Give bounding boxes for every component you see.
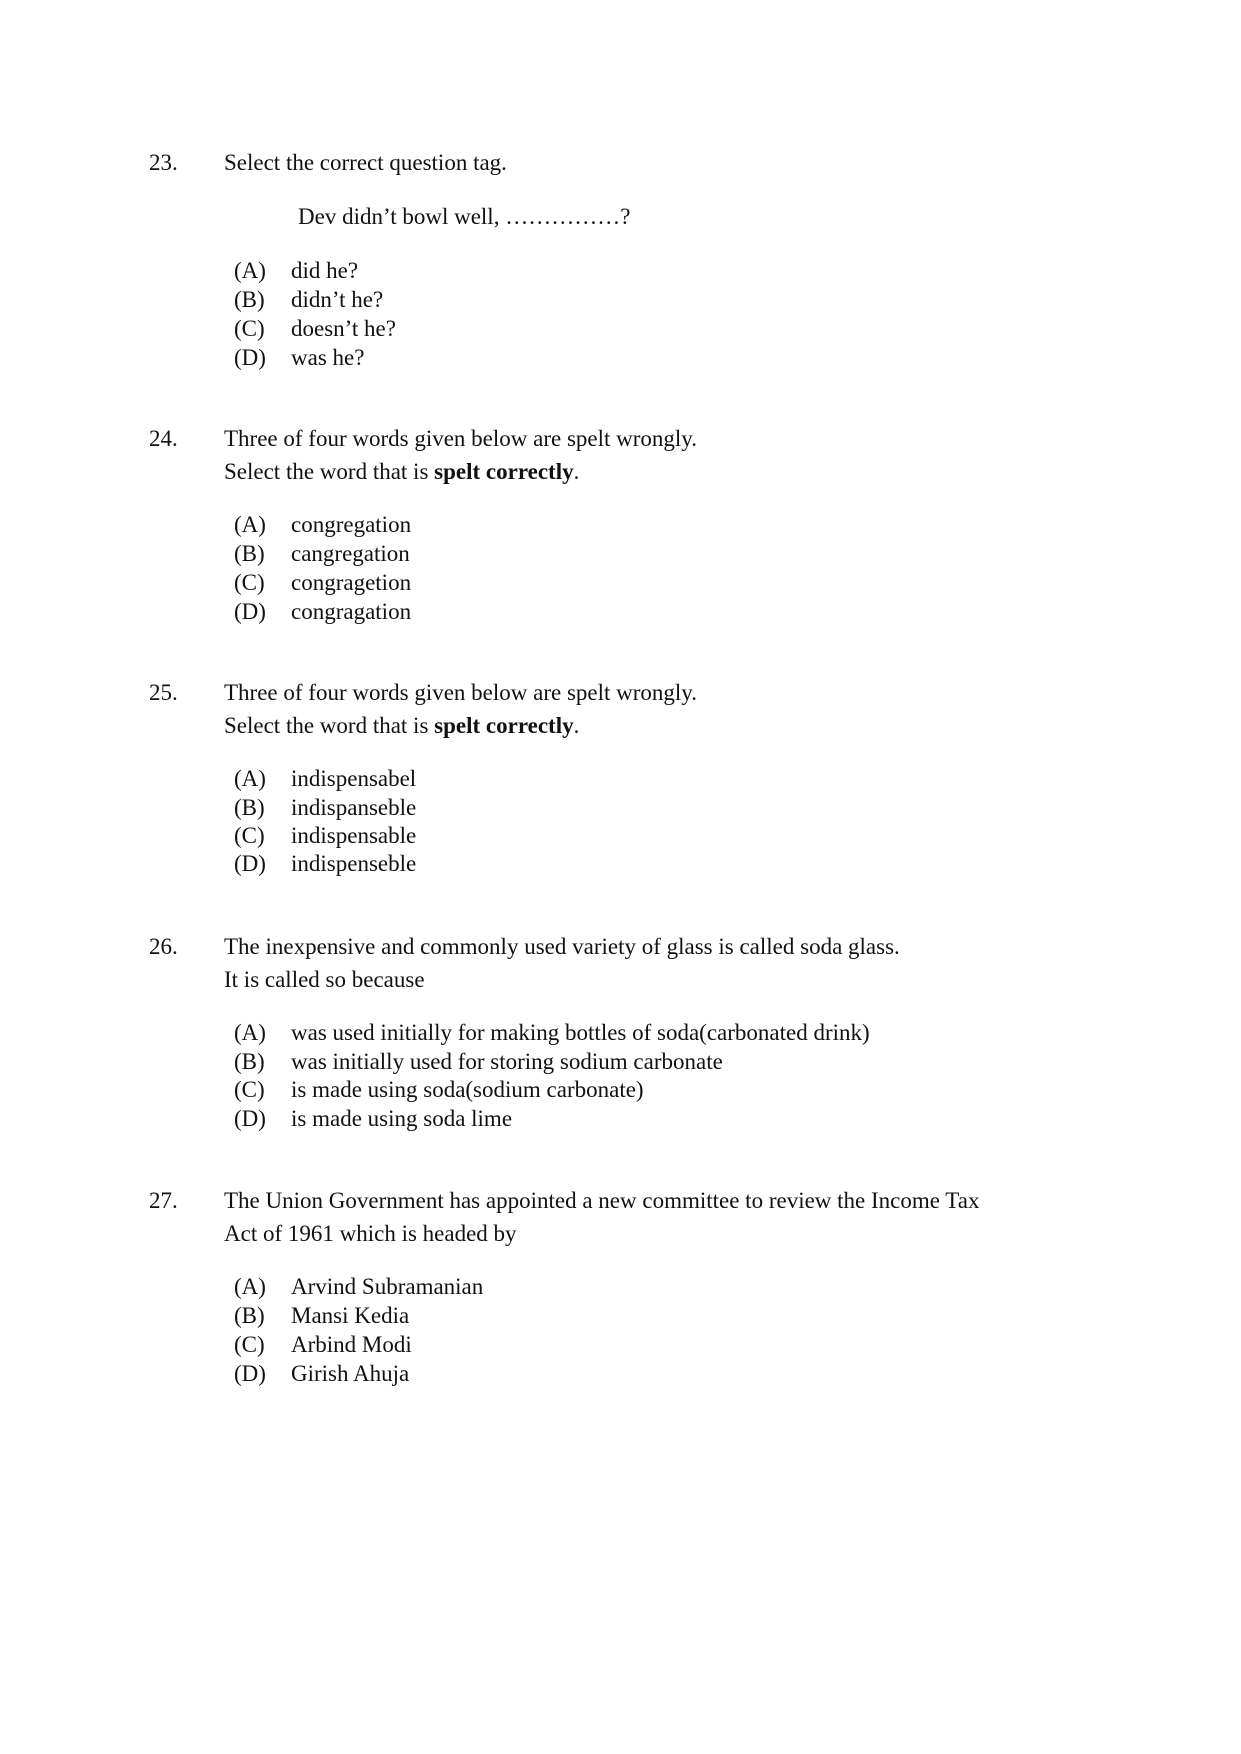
option-letter: (B) (234, 287, 265, 312)
option-text: Arvind Subramanian (291, 1274, 484, 1299)
option-text: congregation (291, 512, 412, 537)
option-letter: (C) (234, 316, 265, 341)
option-text: Mansi Kedia (291, 1303, 410, 1328)
option-text: is made using soda(sodium carbonate) (291, 1077, 644, 1102)
question-text-continued: It is called so because (224, 967, 425, 992)
question-instruction (224, 459, 579, 485)
question-text: The inexpensive and commonly used variety of glass is called soda glass. (224, 934, 900, 959)
option-letter: (D) (234, 1106, 266, 1131)
option-letter: (D) (234, 1361, 266, 1386)
option-text: was used initially for making bottles of soda(carbonated drink) (291, 1020, 870, 1045)
question-example: Dev didn’t bowl well, ……………? (298, 204, 631, 229)
option-text: is made using soda lime (291, 1106, 513, 1131)
option-text: congragetion (291, 570, 412, 595)
option-letter: (B) (234, 541, 265, 566)
question-instruction (224, 713, 579, 739)
option-letter: (A) (234, 1274, 266, 1299)
option-text: congragation (291, 599, 412, 624)
option-letter: (B) (234, 795, 265, 820)
option-letter: (B) (234, 1049, 265, 1074)
option-letter: (D) (234, 599, 266, 624)
instruction-prefix: Select the word that is (224, 713, 435, 738)
question-number: 26. (149, 934, 178, 959)
instruction-emphasis: spelt correctly (434, 713, 574, 738)
option-letter: (A) (234, 512, 266, 537)
option-text: doesn’t he? (291, 316, 396, 341)
option-letter: (C) (234, 823, 265, 848)
option-letter: (A) (234, 258, 266, 283)
instruction-prefix: Select the word that is (224, 459, 435, 484)
question-text: Three of four words given below are spelt wrongly. (224, 680, 698, 705)
question-number: 27. (149, 1188, 178, 1213)
option-letter: (C) (234, 1332, 265, 1357)
option-text: Arbind Modi (291, 1332, 412, 1357)
question-text: The Union Government has appointed a new committee to review the Income Tax (224, 1188, 980, 1213)
option-letter: (A) (234, 1020, 266, 1045)
option-text: did he? (291, 258, 359, 283)
question-number: 23. (149, 150, 178, 175)
question-number: 25. (149, 680, 178, 705)
option-text: indispenseble (291, 851, 417, 876)
option-letter: (A) (234, 766, 266, 791)
option-letter: (C) (234, 1077, 265, 1102)
option-text: indispensabel (291, 766, 417, 791)
question-text: Three of four words given below are spelt wrongly. (224, 426, 698, 451)
question-text-continued: Act of 1961 which is headed by (224, 1221, 517, 1246)
instruction-suffix: . (573, 459, 580, 484)
question-number: 24. (149, 426, 178, 451)
question-text: Select the correct question tag. (224, 150, 507, 175)
option-text: was initially used for storing sodium carbonate (291, 1049, 723, 1074)
option-text: was he? (291, 345, 365, 370)
option-text: cangregation (291, 541, 410, 566)
option-letter: (B) (234, 1303, 265, 1328)
option-letter: (D) (234, 345, 266, 370)
option-text: indispanseble (291, 795, 417, 820)
option-letter: (D) (234, 851, 266, 876)
option-text: indispensable (291, 823, 417, 848)
option-text: didn’t he? (291, 287, 384, 312)
instruction-emphasis: spelt correctly (434, 459, 574, 484)
instruction-suffix: . (573, 713, 580, 738)
option-text: Girish Ahuja (291, 1361, 410, 1386)
option-letter: (C) (234, 570, 265, 595)
